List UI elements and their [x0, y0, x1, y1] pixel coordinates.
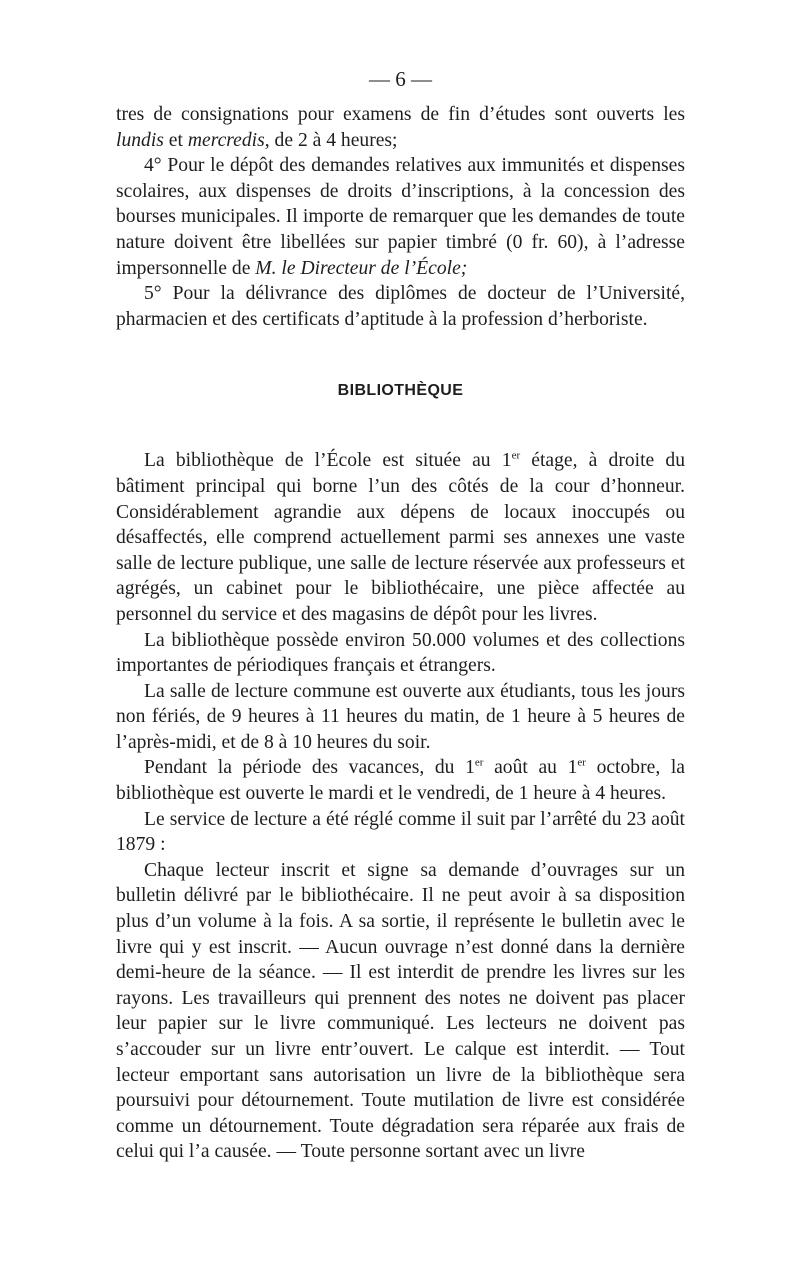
- para4-sup1: er: [474, 756, 484, 769]
- para1-after: étage, à droite du bâtiment principal qui borne l’un des côtés de la cour d’honneur. Considérablement agrandie aux dépens de locaux inoccupés ou désaffectés, elle comprend actuellement parmi ses annexes une vaste salle de lecture publique, une salle de lecture réservée aux professeurs et agrégés, un cabinet pour le bibliothécaire, une pièce affectée au personnel du service et des magasins de dépôt pour les livres.: [116, 450, 685, 625]
- para4-sup2: er: [577, 756, 586, 769]
- item-5-paragraph: 5° Pour la délivrance des diplômes de docteur de l’Université, pharmacien et des certificats d’aptitude à la profession d’herboriste.: [116, 283, 685, 330]
- vacation-hours-paragraph: [116, 755, 685, 806]
- intro-hours: , de 2 à 4 heures;: [264, 129, 398, 151]
- para1-sup: er: [511, 449, 521, 462]
- para1-before: La bibliothèque de l’École est située au 1: [144, 450, 512, 472]
- reading-room-hours-paragraph: La salle de lecture commune est ouverte aux étudiants, tous les jours non fériés, de 9 heures à 11 heures du matin, de 1 heure à 5 heures de l’après-midi, et de 8 à 10 heures du soir.: [116, 680, 685, 753]
- page-number: — 6 —: [369, 67, 432, 91]
- reading-rules-paragraph: Chaque lecteur inscrit et signe sa demande d’ouvrages sur un bulletin délivré par le bibliothécaire. Il ne peut avoir à sa disposition plus d’un volume à la fois. A sa sortie, il représente le bulletin avec le livre qui y est inscrit. — Aucun ouvrage n’est donné dans la dernière demi-heure de la séance. — Il est interdit de prendre les livres sur les rayons. Les travailleurs qui prennent des notes ne doivent pas placer leur papier sur le livre communiqué. Les lecteurs ne doivent pas s’accouder sur un livre entr’ouvert. Le calque est interdit. — Tout lecteur emportant sans autorisation un livre de la bibliothèque sera poursuivi pour détournement. Toute mutilation de livre est considérée comme un détournement. Toute dégradation sera réparée aux frais de celui qui l’a causée. — Toute personne sortant avec un livre: [116, 859, 685, 1163]
- document-page: [116, 66, 685, 1165]
- para4-part2: août au 1: [483, 757, 578, 779]
- intro-opening: tres de consignations pour examens de fin d’études sont ouverts les: [116, 104, 685, 125]
- intro-paragraph: [116, 102, 685, 153]
- item-4-text: 4° Pour le dépôt des demandes relatives aux immunités et dispenses scolaires, aux dispenses de droits d’inscriptions, à la concession des bourses municipales. Il importe de remarquer que les demandes de toute nature doivent être libellées sur papier timbré (0 fr. 60), à l’adresse impersonnelle de: [116, 155, 685, 279]
- item-4-paragraph: [116, 153, 685, 281]
- item-4-address: M. le Directeur de l’École;: [255, 257, 468, 279]
- intro-day1: lundis: [116, 129, 164, 151]
- section-heading: BIBLIOTHÈQUE: [337, 382, 464, 400]
- intro-and: et: [163, 129, 188, 151]
- para4-part3: octobre, la bibliothèque est ouverte le mardi et le vendredi, de 1 heure à 4 heures.: [116, 757, 685, 805]
- intro-day2: mercredis: [187, 129, 265, 151]
- regulation-intro-paragraph: Le service de lecture a été réglé comme il suit par l’arrêté du 23 août 1879 :: [116, 808, 685, 856]
- library-collection-paragraph: La bibliothèque possède environ 50.000 volumes et des collections importantes de périodiques français et étrangers.: [116, 629, 685, 677]
- para4-part1: Pendant la période des vacances, du 1: [144, 757, 475, 779]
- library-location-paragraph: [116, 448, 685, 627]
